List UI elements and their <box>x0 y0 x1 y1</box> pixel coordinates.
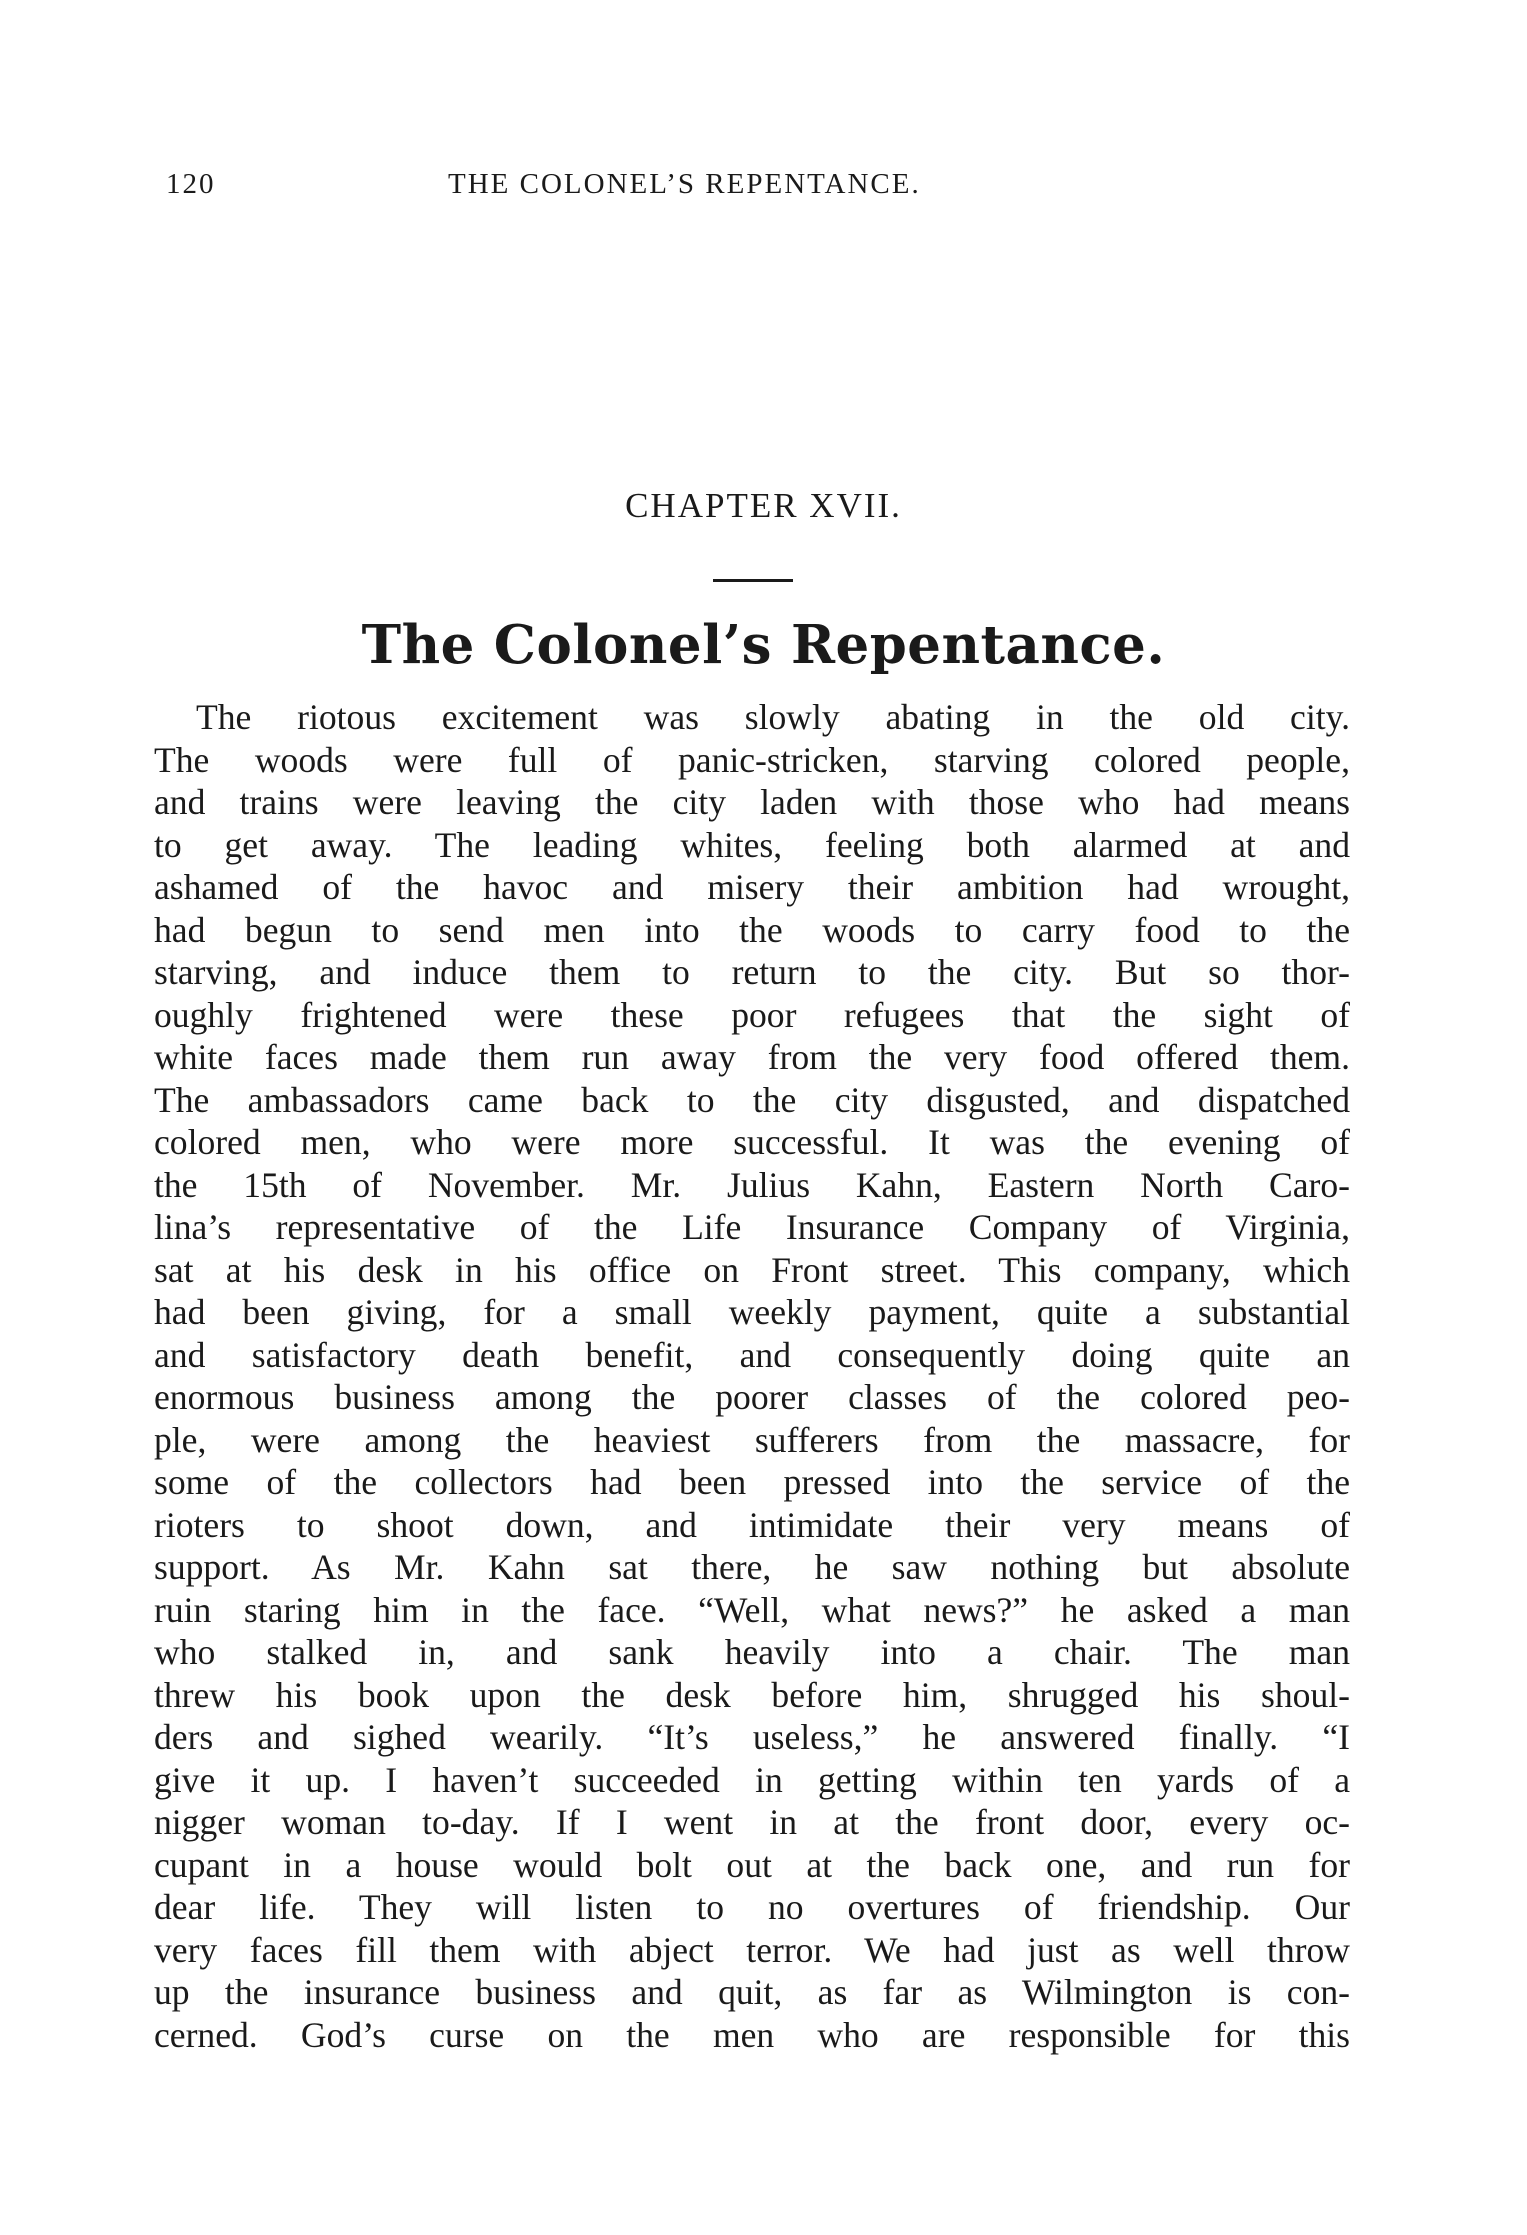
text-line: support. As Mr. Kahn sat there, he saw nothing but absolute <box>154 1547 1350 1587</box>
text-line: oughly frightened were these poor refugees that the sight of <box>154 994 1350 1035</box>
text-line: who stalked in, and sank heavily into a chair. The man <box>154 1632 1350 1672</box>
text-line: up the insurance business and quit, as far as Wilmington is con- <box>154 1972 1350 2012</box>
text-line: white faces made them run away from the very food offered them. <box>154 1037 1350 1077</box>
text-line: nigger woman to-day. If I went in at the front door, every oc- <box>154 1802 1350 1842</box>
running-header <box>166 168 1346 208</box>
text-line: cupant in a house would bolt out at the back one, and run for <box>154 1844 1350 1885</box>
text-line: enormous business among the poorer classes of the colored peo- <box>154 1377 1350 1417</box>
body-paragraph <box>154 696 1350 2056</box>
text-line: starving, and induce them to return to the city. But so thor- <box>154 952 1350 992</box>
text-line: The ambassadors came back to the city disgusted, and dispatched <box>154 1079 1350 1120</box>
text-line: threw his book upon the desk before him, shrugged his shoul- <box>154 1674 1350 1715</box>
text-line: give it up. I haven’t succeeded in getting within ten yards of a <box>154 1759 1350 1800</box>
text-line: dear life. They will listen to no overtures of friendship. Our <box>154 1887 1350 1927</box>
text-line: to get away. The leading whites, feeling both alarmed at and <box>154 824 1350 865</box>
text-line: very faces fill them with abject terror. We had just as well throw <box>154 1929 1350 1970</box>
text-line: ashamed of the havoc and misery their ambition had wrought, <box>154 867 1350 907</box>
text-line: The woods were full of panic-stricken, starving colored people, <box>154 739 1350 780</box>
text-line: lina’s representative of the Life Insurance Company of Virginia, <box>154 1207 1350 1247</box>
text-line: and satisfactory death benefit, and consequently doing quite an <box>154 1334 1350 1375</box>
text-line: sat at his desk in his office on Front street. This company, which <box>154 1249 1350 1290</box>
text-line: and trains were leaving the city laden with those who had means <box>154 782 1350 822</box>
running-title: THE COLONEL’S REPENTANCE. <box>448 168 921 200</box>
page-number: 120 <box>166 168 216 200</box>
text-line: the 15th of November. Mr. Julius Kahn, Eastern North Caro- <box>154 1164 1350 1205</box>
chapter-title: The Colonel’s Repentance. <box>361 614 1166 676</box>
text-line: ple, were among the heaviest sufferers from the massacre, for <box>154 1419 1350 1460</box>
text-line: rioters to shoot down, and intimidate their very means of <box>154 1504 1350 1545</box>
text-line: The riotous excitement was slowly abating in the old city. <box>196 697 1350 737</box>
text-line: colored men, who were more successful. It was the evening of <box>154 1122 1350 1162</box>
text-line: had been giving, for a small weekly payment, quite a substantial <box>154 1292 1350 1332</box>
chapter-number: CHAPTER XVII. <box>625 486 902 525</box>
text-line: some of the collectors had been pressed into the service of the <box>154 1462 1350 1502</box>
text-line: ruin staring him in the face. “Well, what news?” he asked a man <box>154 1589 1350 1630</box>
title-divider <box>713 579 793 582</box>
text-line: cerned. God’s curse on the men who are responsible for this <box>154 2014 1350 2055</box>
text-line: had begun to send men into the woods to carry food to the <box>154 909 1350 950</box>
text-line: ders and sighed wearily. “It’s useless,” he answered finally. “I <box>154 1717 1350 1757</box>
